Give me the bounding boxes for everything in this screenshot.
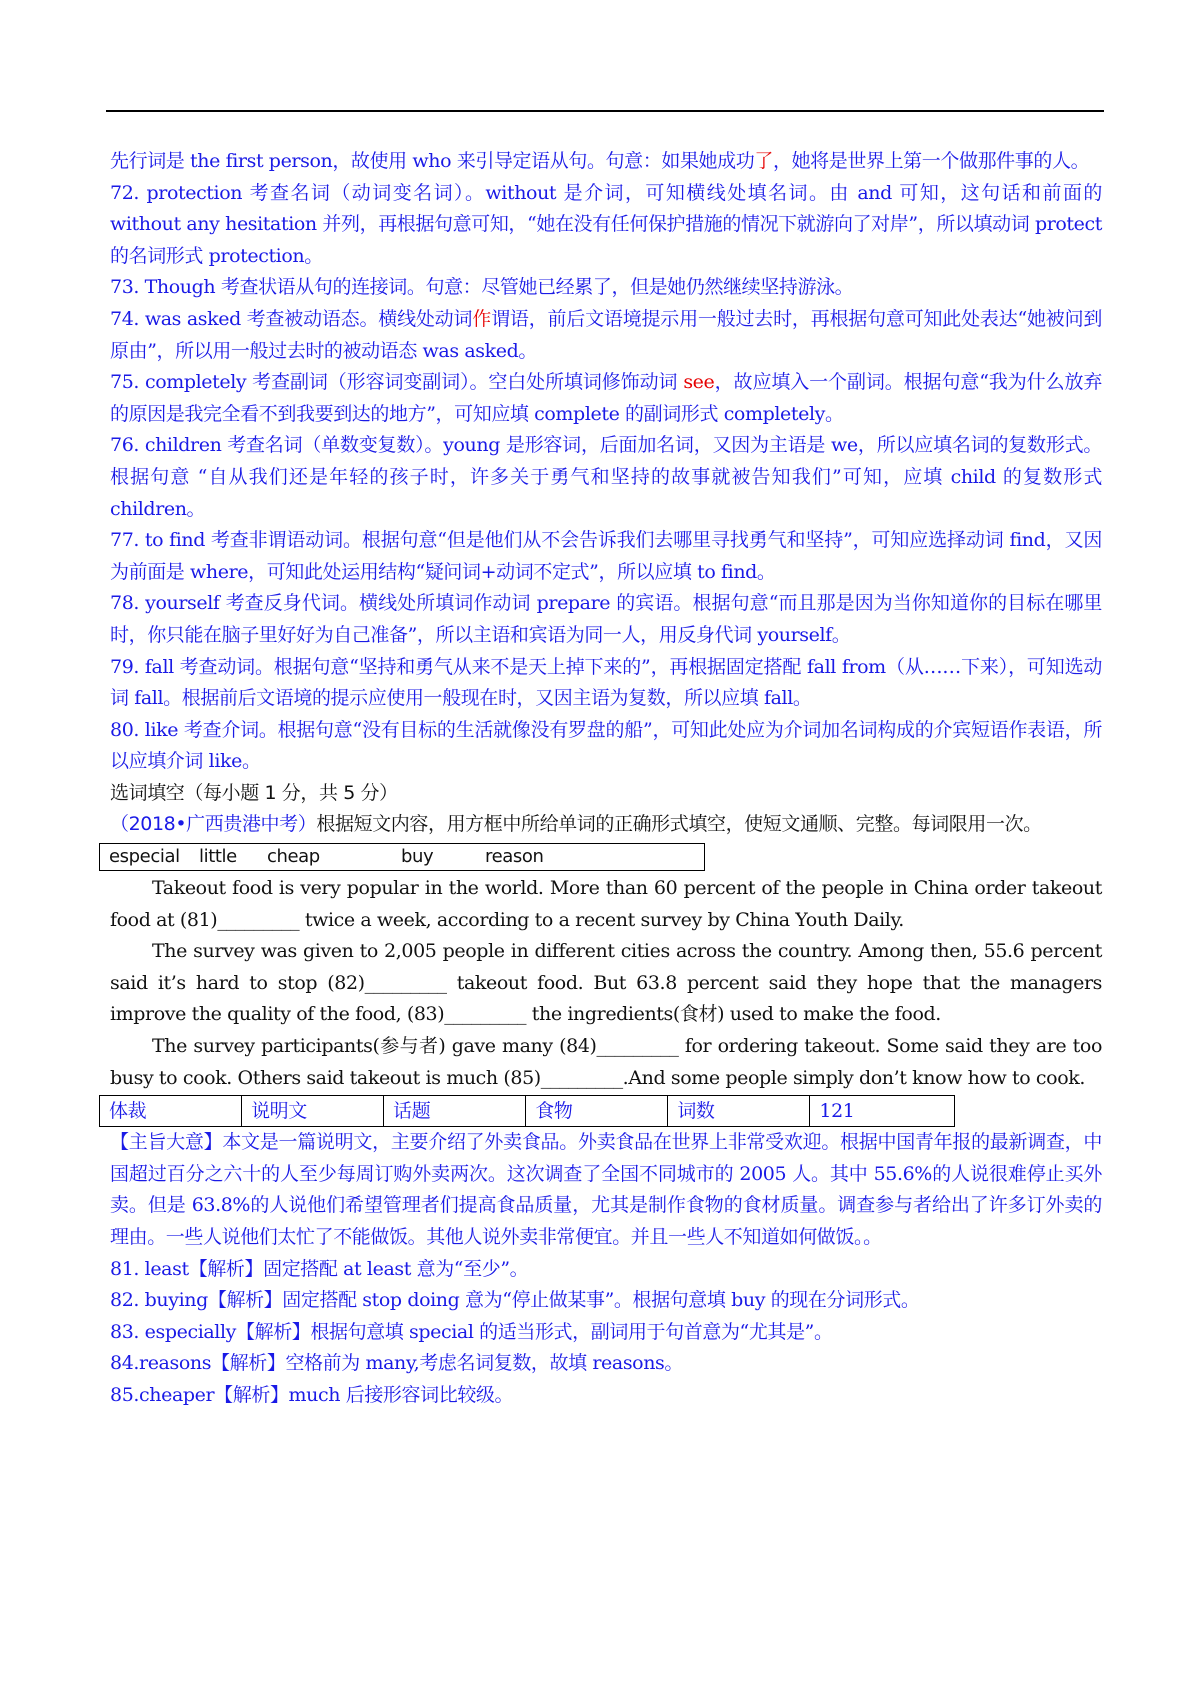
answer-line: 83. especially【解析】根据句意填 special 的适当形式，副词用于句首意为“尤其是”。 [110, 1320, 833, 1343]
summary-paragraph: 【主旨大意】本文是一篇说明文，主要介绍了外卖食品。外卖食品在世界上非常受欢迎。根据中国青年报的最新调查，中国超过百分之六十的人至少每周订购外卖两次。这次调查了全国不同城市的 2005 人。其中 55.6%的人说很难停止买外卖。但是 63.8%的人说他们希望管理者们提高食品质量，尤其是制作食物的食材质量。调查参与者给出了许多订外卖的理由。一些人说他们太忙了不能做饭。其他人说外卖非常便宜。并且一些人不知道如何做饭。。 [110, 1131, 1102, 1248]
passage-paragraph: Takeout food is very popular in the world. More than 60 percent of the people in China order takeout food at (81)_________ twice a week, according to a recent survey by China Youth Daily. [110, 877, 1102, 931]
explanation-text: ，故应填入一个副词。根据句意“我为什么放弃的原因是我完全看不到我要到达的地方”，可知应填 complete 的副词形式 completely。 [110, 371, 1102, 425]
answer-line: 82. buying【解析】固定搭配 stop doing 意为“停止做某事”。根据句意填 buy 的现在分词形式。 [110, 1289, 920, 1312]
info-cell: 词数 [668, 1096, 810, 1127]
explanation-text: ，她将是世界上第一个做那件事的人。 [772, 150, 1090, 172]
explanation-text: 75. completely 考查副词（形容词变副词）。空白处所填词修饰动词 [110, 371, 684, 394]
explanation-text: 77. to find 考查非谓语动词。根据句意“但是他们从不会告诉我们去哪里寻找勇气和坚持”，可知应选择动词 find，又因为前面是 where，可知此处运用结构“疑问词+动词不定式”，所以应填 to find。 [110, 529, 1102, 583]
explanation-text: 先行词是 the first person，故使用 who 来引导定语从句。句意：如果她成功 [110, 150, 755, 172]
explanation-text: 78. yourself 考查反身代词。横线处所填词作动词 prepare 的宾语。根据句意“而且那是因为当你知道你的目标在哪里时，你只能在脑子里好好为自己准备”，所以主语和宾语为同一人，用反身代词 yourself。 [110, 592, 1102, 646]
info-cell: 体裁 [100, 1096, 242, 1127]
explanation-paragraph [110, 146, 1102, 178]
explanation-paragraph [110, 178, 1102, 273]
info-cell: 食物 [526, 1096, 668, 1127]
word-box-item: cheap [267, 846, 320, 868]
word-box-item: especial [109, 846, 180, 868]
instructions [110, 809, 1102, 841]
explanation-paragraph [110, 652, 1102, 715]
word-box [99, 843, 705, 871]
explanation-paragraph [110, 304, 1102, 367]
page-content [110, 146, 1102, 1412]
explanation-text: 谓语，前后文语境提示用一般过去时，再根据句意可知此处表达“她被问到原由”，所以用一般过去时的被动语态 was asked。 [110, 307, 1103, 362]
section-heading: 选词填空（每小题 1 分，共 5 分） [110, 781, 398, 804]
explanation-paragraph [110, 272, 1102, 304]
info-cell: 121 [810, 1096, 955, 1127]
passage-paragraph: The survey was given to 2,005 people in different cities across the country. Among then, 55.6 percent said it’s hard to stop (82)_________ takeout food. But 63.8 percent said they hope that the managers improve the quality of the food, (83)_________ the ingredients(食材) used to make the food. [110, 940, 1102, 1026]
explanation-paragraph [110, 715, 1102, 778]
header-rule [106, 110, 1104, 112]
highlighted-text: 作 [472, 307, 492, 330]
highlighted-text: 了 [754, 150, 773, 172]
explanations-71-80 [110, 146, 1102, 778]
instructions-text: 根据短文内容，用方框中所给单词的正确形式填空，使短文通顺、完整。每词限用一次。 [316, 813, 1042, 836]
explanation-text: 72. protection 考查名词（动词变名词）。without 是介词，可知横线处填名词。由 and 可知，这句话和前面的 without any hesitation 并列，再根据句意可知，“她在没有任何保护措施的情况下就游向了对岸”，所以填动词 protect 的名词形式 protection。 [110, 181, 1102, 267]
explanation-paragraph [110, 525, 1102, 588]
word-box-item: buy [401, 846, 434, 868]
explanation-text: 76. children 考查名词（单数变复数）。young 是形容词，后面加名词，又因为主语是 we，所以应填名词的复数形式。根据句意 “自从我们还是年轻的孩子时，许多关于勇气和坚持的故事就被告知我们”可知，应填 child 的复数形式 children。 [110, 434, 1102, 520]
explanation-text: 79. fall 考查动词。根据句意“坚持和勇气从来不是天上掉下来的”，再根据固定搭配 fall from（从……下来），可知选动词 fall。根据前后文语境的提示应使用一般现在时，又因主语为复数，所以应填 fall。 [110, 655, 1102, 710]
passage-info-table [99, 1095, 955, 1127]
explanation-text: 73. Though 考查状语从句的连接词。句意：尽管她已经累了，但是她仍然继续坚持游泳。 [110, 276, 854, 299]
info-cell: 说明文 [242, 1096, 384, 1127]
answer-line: 81. least【解析】固定搭配 at least 意为“至少”。 [110, 1257, 529, 1280]
info-cell: 话题 [384, 1096, 526, 1127]
explanation-paragraph [110, 588, 1102, 651]
word-box-item: reason [485, 846, 544, 868]
explanation-paragraph [110, 367, 1102, 430]
answer-line: 85.cheaper【解析】much 后接形容词比较级。 [110, 1383, 514, 1406]
explanation-text: 80. like 考查介词。根据句意“没有目标的生活就像没有罗盘的船”，可知此处应为介词加名词构成的介宾短语作表语，所以应填介词 like。 [110, 718, 1102, 773]
answer-line: 84.reasons【解析】空格前为 many,考虑名词复数，故填 reasons。 [110, 1352, 683, 1375]
explanation-text: 74. was asked 考查被动语态。横线处动词 [110, 307, 473, 330]
word-box-item: little [199, 846, 237, 868]
passage-paragraph: The survey participants(参与者) gave many (84)_________ for ordering takeout. Some said they are too busy to cook. Others said takeout is much (85)_________.And some people simply don’t know how to cook. [110, 1035, 1102, 1089]
instructions-source: （2018•广西贵港中考） [110, 813, 317, 836]
explanation-paragraph [110, 430, 1102, 525]
highlighted-text: see [683, 371, 715, 394]
